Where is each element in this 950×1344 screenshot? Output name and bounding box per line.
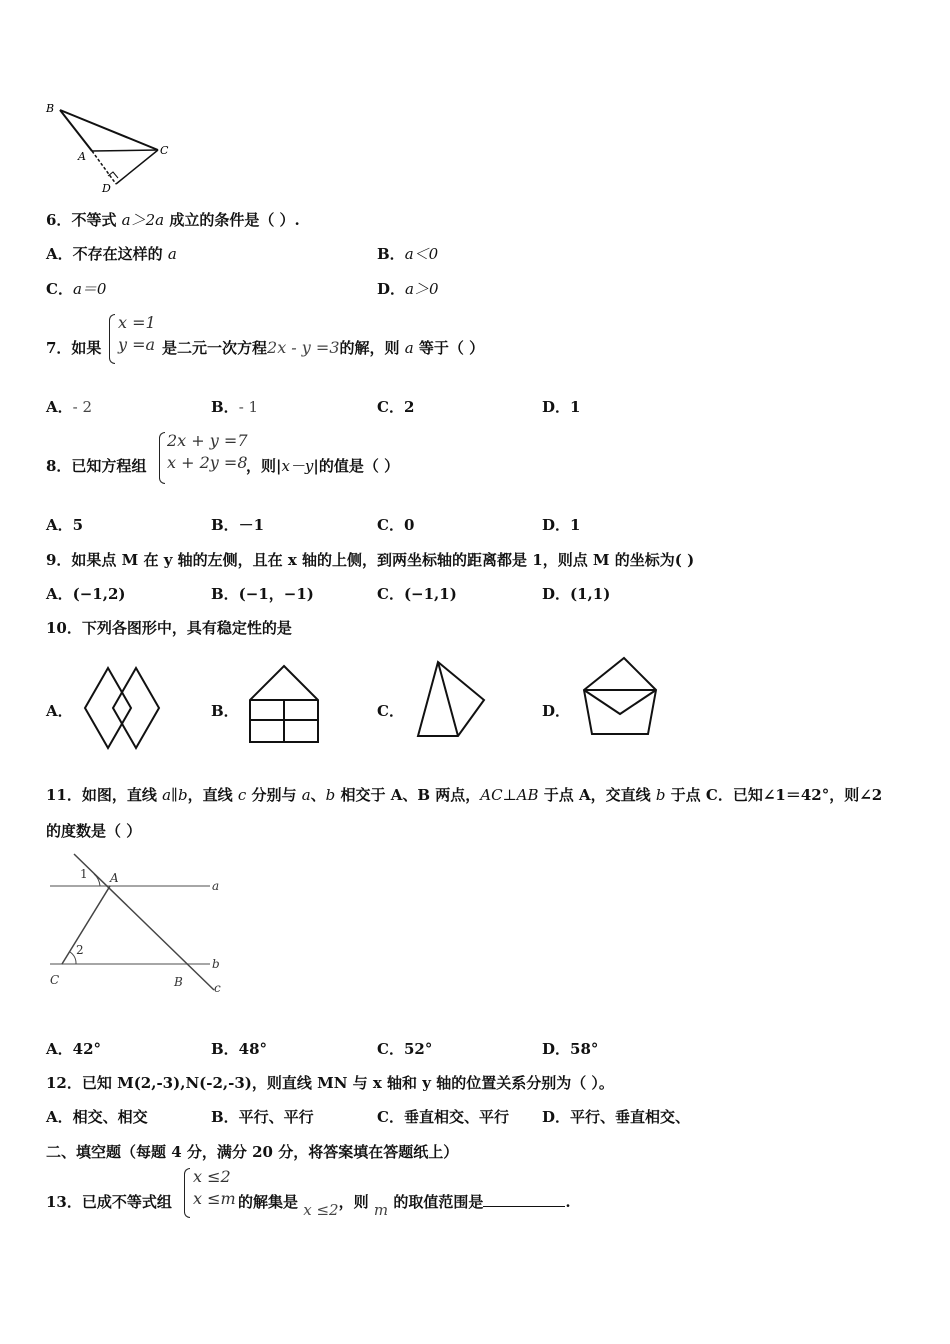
q11-figure [46, 852, 231, 1000]
q10-option-a[interactable]: A． [46, 702, 73, 720]
q12-option-b[interactable]: B．平行、平行 [211, 1108, 314, 1126]
q13-system: x ≤2 x ≤m [193, 1167, 236, 1208]
q6-option-c[interactable]: C．a＝0 [46, 280, 107, 298]
q10-shape-c [414, 660, 488, 740]
q12-option-d[interactable]: D．平行、垂直相交、 [542, 1108, 691, 1126]
fig-label-A: A [110, 871, 119, 885]
q9-option-a[interactable]: A．(−1,2) [46, 585, 126, 603]
q8-option-b[interactable]: B．－1 [211, 516, 265, 534]
q7-option-c[interactable]: C．2 [377, 398, 415, 416]
q7-option-b[interactable]: B．- 1 [211, 398, 259, 416]
q8-label: 8．已知方程组 [46, 457, 147, 475]
q6-stem: 6．不等式 a＞2a 成立的条件是（ ）. [46, 211, 300, 229]
q11-stem-line1: 11．如图，直线 a∥b，直线 c 分别与 a、b 相交于 A、B 两点，AC⊥AB 于点 A，交直线 b 于点 C．已知∠1＝42°，则∠2 [46, 786, 883, 804]
label-D: D [102, 182, 111, 195]
fig-label-1: 1 [80, 867, 88, 881]
q12-option-c[interactable]: C．垂直相交、平行 [377, 1108, 509, 1126]
q7-system: x =1 y =a [118, 313, 156, 354]
top-triangle-figure [40, 98, 180, 198]
q11-option-a[interactable]: A．42° [46, 1040, 102, 1058]
fig-label-C: C [50, 973, 60, 987]
q6-option-b[interactable]: B．a＜0 [377, 245, 439, 263]
q6-option-d[interactable]: D．a＞0 [377, 280, 439, 298]
q8-stem: ，则|x－y|的值是（ ） [246, 457, 400, 475]
q6-option-a[interactable]: A．不存在这样的 a [46, 245, 177, 263]
fig-label-c: c [214, 981, 221, 995]
q7-option-a[interactable]: A．- 2 [46, 398, 93, 416]
label-B: B [46, 102, 55, 115]
q9-option-d[interactable]: D．(1,1) [542, 585, 611, 603]
q8-system: 2x + y =7 x + 2y =8 [167, 431, 248, 472]
q8-option-d[interactable]: D．1 [542, 516, 581, 534]
fig-label-B: B [174, 975, 183, 989]
fig-label-a: a [212, 879, 220, 893]
q8-option-c[interactable]: C．0 [377, 516, 415, 534]
q11-option-b[interactable]: B．48° [211, 1040, 268, 1058]
q10-option-b[interactable]: B． [211, 702, 239, 720]
q10-shape-d [582, 656, 660, 740]
q11-option-d[interactable]: D．58° [542, 1040, 599, 1058]
q10-option-c[interactable]: C． [377, 702, 404, 720]
q11-stem-line2: 的度数是（ ） [46, 822, 142, 840]
q8-option-a[interactable]: A．5 [46, 516, 84, 534]
q12-option-a[interactable]: A．相交、相交 [46, 1108, 148, 1126]
q10-stem: 10．下列各图形中，具有稳定性的是 [46, 619, 292, 637]
fig-label-b: b [212, 957, 220, 971]
q7-label: 7．如果 [46, 339, 102, 357]
section-heading: 二、填空题（每题 4 分，满分 20 分，将答案填在答题纸上） [46, 1143, 459, 1161]
fig-label-2: 2 [76, 943, 84, 957]
q7-option-d[interactable]: D．1 [542, 398, 581, 416]
q7-brace [109, 314, 115, 364]
q12-stem: 12．已知 M(2,-3),N(-2,-3)，则直线 MN 与 x 轴和 y 轴的位置关系分别为（ ）。 [46, 1074, 614, 1092]
q13-stem: 的解集是 x ≤2，则 m 的取值范围是 . [238, 1193, 571, 1219]
q7-stem: 是二元一次方程2x - y =3的解，则 a 等于（ ） [162, 338, 485, 357]
q8-brace [159, 432, 165, 484]
q11-option-c[interactable]: C．52° [377, 1040, 433, 1058]
q13-label: 13．已成不等式组 [46, 1193, 172, 1211]
q9-option-c[interactable]: C．(−1,1) [377, 585, 457, 603]
q9-option-b[interactable]: B．(−1，−1) [211, 585, 314, 603]
q13-brace [184, 1168, 190, 1218]
q10-shape-b [246, 664, 322, 744]
label-C: C [160, 144, 169, 157]
q10-option-d[interactable]: D． [542, 702, 571, 720]
q9-stem: 9．如果点 M 在 y 轴的左侧，且在 x 轴的上侧，到两坐标轴的距离都是 1，则点 M 的坐标为( ) [46, 551, 695, 569]
q10-shape-a [84, 666, 164, 752]
q13-answer-blank[interactable] [483, 1192, 565, 1207]
label-A: A [78, 150, 86, 163]
